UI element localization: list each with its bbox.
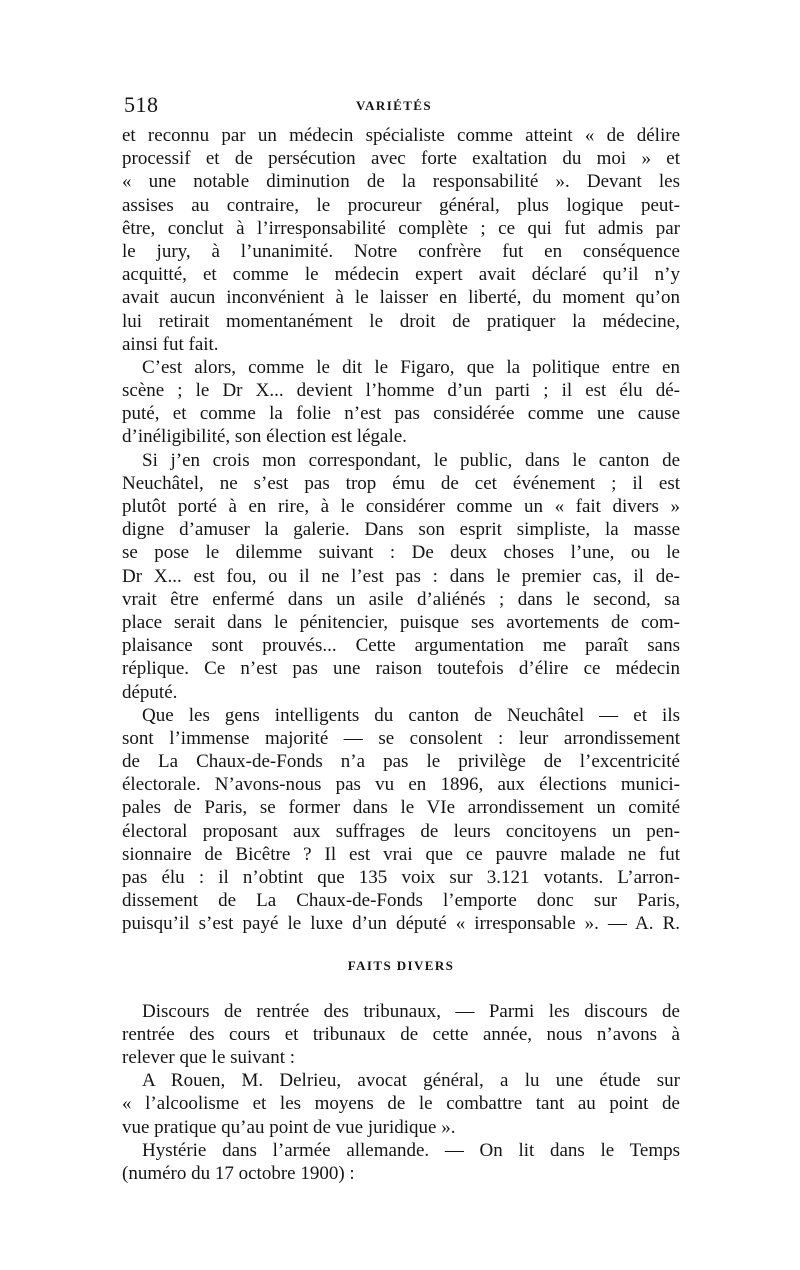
text-line: être, conclut à l’irresponsabilité complète ; ce qui fut admis par [122, 217, 680, 239]
text-line: acquitté, et comme le médecin expert avait déclaré qu’il n’y [122, 264, 680, 286]
section-heading: FAITS DIVERS [347, 957, 455, 973]
text-line: digne d’amuser la galerie. Dans son esprit simpliste, la masse [122, 519, 680, 541]
text-line: pales de Paris, se former dans le VIe arrondissement un comité [122, 797, 680, 819]
text-line: vrait être enfermé dans un asile d’aliénés ; dans le second, sa [122, 588, 680, 610]
text-line: Dr X... est fou, ou il ne l’est pas : dans le premier cas, il de- [122, 565, 680, 587]
text-line: se pose le dilemme suivant : De deux choses l’une, ou le [122, 542, 680, 564]
text-line: sionnaire de Bicêtre ? Il est vrai que ce pauvre malade ne fut [122, 843, 680, 865]
text-line: électoral proposant aux suffrages de leurs concitoyens un pen- [122, 820, 680, 842]
text-line: Discours de rentrée des tribunaux, — Parmi les discours de [142, 1000, 680, 1022]
text-line: réplique. Ce n’est pas une raison toutefois d’élire ce médecin [122, 658, 680, 680]
paragraph [122, 704, 680, 936]
text-line: sont l’immense majorité — se consolent : leur arrondissement [122, 727, 680, 749]
paragraph [122, 449, 680, 704]
text-line: « l’alcoolisme et les moyens de le combattre tant au point de [122, 1093, 680, 1115]
text-line: plutôt porté à en rire, à le considérer comme un « fait divers » [122, 496, 680, 517]
text-line: de La Chaux-de-Fonds n’a pas le privilège de l’excentricité [122, 751, 680, 773]
paragraph [122, 1139, 680, 1185]
text-line: pas élu : il n’obtint que 135 voix sur 3.121 votants. L’arron- [122, 867, 680, 888]
text-line: Neuchâtel, ne s’est pas trop ému de cet événement ; il est [122, 472, 680, 494]
running-head [124, 92, 680, 122]
running-head-title: VARIÉTÉS [356, 98, 432, 113]
paragraph [122, 356, 680, 449]
text-line: Que les gens intelligents du canton de Neuchâtel — et ils [142, 704, 680, 726]
text-line: Si j’en crois mon correspondant, le public, dans le canton de [142, 449, 680, 471]
text-line: ainsi fut fait. [122, 333, 219, 355]
text-line: et reconnu par un médecin spécialiste comme atteint « de délire [122, 125, 680, 146]
page-body [122, 124, 680, 1185]
text-line: puté, et comme la folie n’est pas considérée comme une cause [122, 403, 680, 425]
text-line: « une notable diminution de la responsabilité ». Devant les [122, 171, 680, 193]
text-line: avait aucun inconvénient à le laisser en liberté, du moment qu’on [122, 287, 680, 309]
text-line: électorale. N’avons-nous pas vu en 1896, aux élections munici- [122, 774, 680, 796]
paragraph [122, 1000, 680, 1070]
text-line: lui retirait momentanément le droit de pratiquer la médecine, [122, 310, 680, 332]
text-line: d’inéligibilité, son élection est légale. [122, 426, 407, 448]
text-line: vue pratique qu’au point de vue juridique ». [122, 1116, 456, 1138]
text-line: processif et de persécution avec forte exaltation du moi » et [122, 148, 680, 170]
text-line: député. [122, 681, 178, 703]
text-line: (numéro du 17 octobre 1900) : [122, 1162, 355, 1184]
text-line: assises au contraire, le procureur général, plus logique peut- [122, 194, 680, 216]
paragraph [122, 1069, 680, 1139]
paragraph [122, 124, 680, 356]
text-line: puisqu’il s’est payé le luxe d’un député « irresponsable ». — A. R. [122, 913, 680, 935]
page-number: 518 [124, 92, 159, 117]
text-line: le jury, à l’unanimité. Notre confrère fut en conséquence [122, 240, 680, 262]
text-line: Hystérie dans l’armée allemande. — On lit dans le Temps [142, 1139, 680, 1161]
text-line: A Rouen, M. Delrieu, avocat général, a lu une étude sur [142, 1070, 680, 1092]
text-line: place serait dans le pénitencier, puisque ses avortements de com- [122, 611, 680, 633]
text-line: plaisance sont prouvés... Cette argumentation me paraît sans [122, 635, 680, 657]
text-line: scène ; le Dr X... devient l’homme d’un parti ; il est élu dé- [122, 380, 680, 402]
text-line: dissement de La Chaux-de-Fonds l’emporte donc sur Paris, [122, 890, 680, 912]
text-line: rentrée des cours et tribunaux de cette année, nous n’avons à [122, 1023, 680, 1045]
text-line: relever que le suivant : [122, 1046, 296, 1068]
text-line: C’est alors, comme le dit le Figaro, que la politique entre en [142, 356, 680, 378]
